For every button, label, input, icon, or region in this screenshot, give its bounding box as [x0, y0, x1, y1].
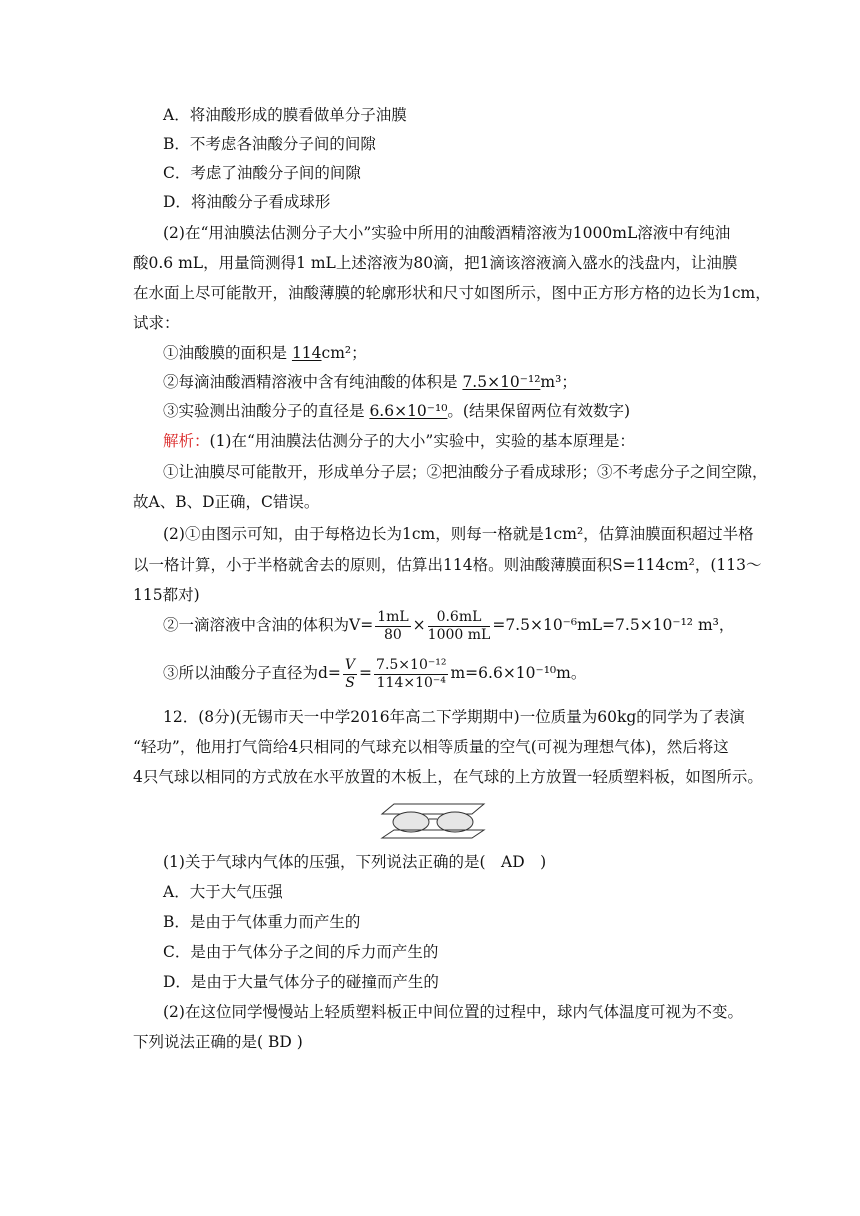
- q11-part2-line1: (2)在“用油膜法估测分子大小”实验中所用的油酸酒精溶液为1000mL溶液中有纯油: [163, 224, 731, 242]
- eq2-f2-denominator: 1000 mL: [427, 626, 491, 643]
- eq3-f2-denominator: 114×10⁻⁴: [376, 674, 446, 691]
- balloon-board-figure: [380, 800, 490, 840]
- eq3-f2-numerator: 7.5×10⁻¹²: [376, 656, 447, 673]
- eq3-suffix: m=6.6×10⁻¹⁰m。: [450, 664, 587, 682]
- q11-item3: [163, 401, 630, 421]
- q12-line1: 12．(8分)(无锡市天一中学2016年高二下学期期中)一位质量为60kg的同学为了表演: [163, 708, 745, 726]
- eq3-equals: =: [359, 664, 373, 682]
- q12-sub1: (1)关于气球内气体的压强，下列说法正确的是( AD ): [163, 853, 547, 871]
- item2-answer: 7.5×10⁻¹²: [462, 373, 541, 391]
- q12-option-c: C．是由于气体分子之间的斥力而产生的: [163, 943, 439, 961]
- analysis-line3: 故A、B、D正确，C错误。: [133, 493, 320, 511]
- item3-suffix: 。(结果保留两位有效数字): [447, 402, 631, 420]
- analysis-line4: (2)①由图示可知，由于每格边长为1cm，则每一格就是1cm²，估算油膜面积超过半格: [163, 525, 754, 543]
- q12-option-b: B．是由于气体重力而产生的: [163, 913, 361, 931]
- eq3-fraction-2: [374, 657, 448, 692]
- item3-prefix: ③实验测出油酸分子的直径是: [163, 402, 370, 420]
- item1-suffix: cm²；: [321, 344, 367, 362]
- q11-part2-line4: 试求：: [133, 314, 180, 332]
- option-b: B．不考虑各油酸分子间的间隙: [163, 135, 376, 153]
- analysis-line2: ①让油膜尽可能散开，形成单分子层；②把油酸分子看成球形；③不考虑分子之间空隙，: [163, 463, 768, 481]
- eq2-f2-numerator: 0.6mL: [428, 609, 491, 627]
- q12-sub2-line2: 下列说法正确的是( BD ): [133, 1033, 303, 1051]
- option-a: A．将油酸形成的膜看做单分子油膜: [163, 106, 407, 124]
- analysis-line6: 115都对): [133, 586, 200, 604]
- analysis-line5: 以一格计算，小于半格就舍去的原则，估算出114格。则油酸薄膜面积S=114cm²，(113～: [133, 556, 762, 574]
- q12-line2: “轻功”，他用打气筒给4只相同的气球充以相等质量的空气(可视为理想气体)，然后将这: [133, 738, 729, 756]
- eq2-f1-numerator: 1mL: [377, 608, 409, 625]
- q11-part2-line3: 在水面上尽可能散开，油酸薄膜的轮廓形状和尺寸如图所示，图中正方形方格的边长为1cm，: [133, 284, 771, 302]
- q12-line3: 4只气球以相同的方式放在水平放置的木板上，在气球的上方放置一轻质塑料板，如图所示。: [133, 768, 763, 786]
- q12-option-d: D．是由于大量气体分子的碰撞而产生的: [163, 973, 439, 991]
- q12-sub2-line1: (2)在这位同学慢慢站上轻质塑料板正中间位置的过程中，球内气体温度可视为不变。: [163, 1003, 743, 1021]
- analysis-eq2: [163, 606, 734, 644]
- analysis-line1: [163, 431, 635, 451]
- q12-option-a: A．大于大气压强: [163, 883, 283, 901]
- plastic-board: [382, 804, 484, 814]
- eq2-suffix: =7.5×10⁻⁶mL=7.5×10⁻¹² m³，: [492, 616, 735, 634]
- option-c: C．考虑了油酸分子间的间隙: [163, 164, 361, 182]
- item2-suffix: m³；: [540, 373, 577, 391]
- q11-item1: [163, 343, 367, 363]
- eq3-f1-denominator: S: [345, 674, 355, 691]
- option-d: D．将油酸分子看成球形: [163, 193, 331, 211]
- eq3-prefix: ③所以油酸分子直径为d=: [163, 664, 341, 682]
- wooden-board: [382, 830, 484, 838]
- analysis-text1: (1)在“用油膜法估测分子的大小”实验中，实验的基本原理是：: [209, 432, 635, 450]
- analysis-label: 解析：: [163, 432, 210, 450]
- eq2-prefix: ②一滴溶液中含油的体积为V=: [163, 616, 374, 634]
- item3-answer: 6.6×10⁻¹⁰: [369, 402, 448, 420]
- q11-item2: [163, 372, 577, 392]
- q11-part2-line2: 酸0.6 mL，用量筒测得1 mL上述溶液为80滴，把1滴该溶液滴入盛水的浅盘内，让油膜: [133, 254, 738, 272]
- eq2-times: ×: [412, 616, 426, 634]
- eq3-fraction-1: [343, 657, 357, 692]
- analysis-eq3: [163, 654, 586, 692]
- item2-prefix: ②每滴油酸酒精溶液中含有纯油酸的体积是: [163, 373, 463, 391]
- balloon-right: [437, 812, 473, 832]
- eq3-f1-numerator: V: [344, 656, 356, 673]
- balloon-left: [393, 812, 429, 832]
- item1-answer: 114: [291, 344, 322, 362]
- eq2-f1-denominator: 80: [384, 626, 402, 643]
- eq2-fraction-2: [428, 609, 491, 644]
- item1-prefix: ①油酸膜的面积是: [163, 344, 292, 362]
- eq2-fraction-1: [375, 609, 410, 644]
